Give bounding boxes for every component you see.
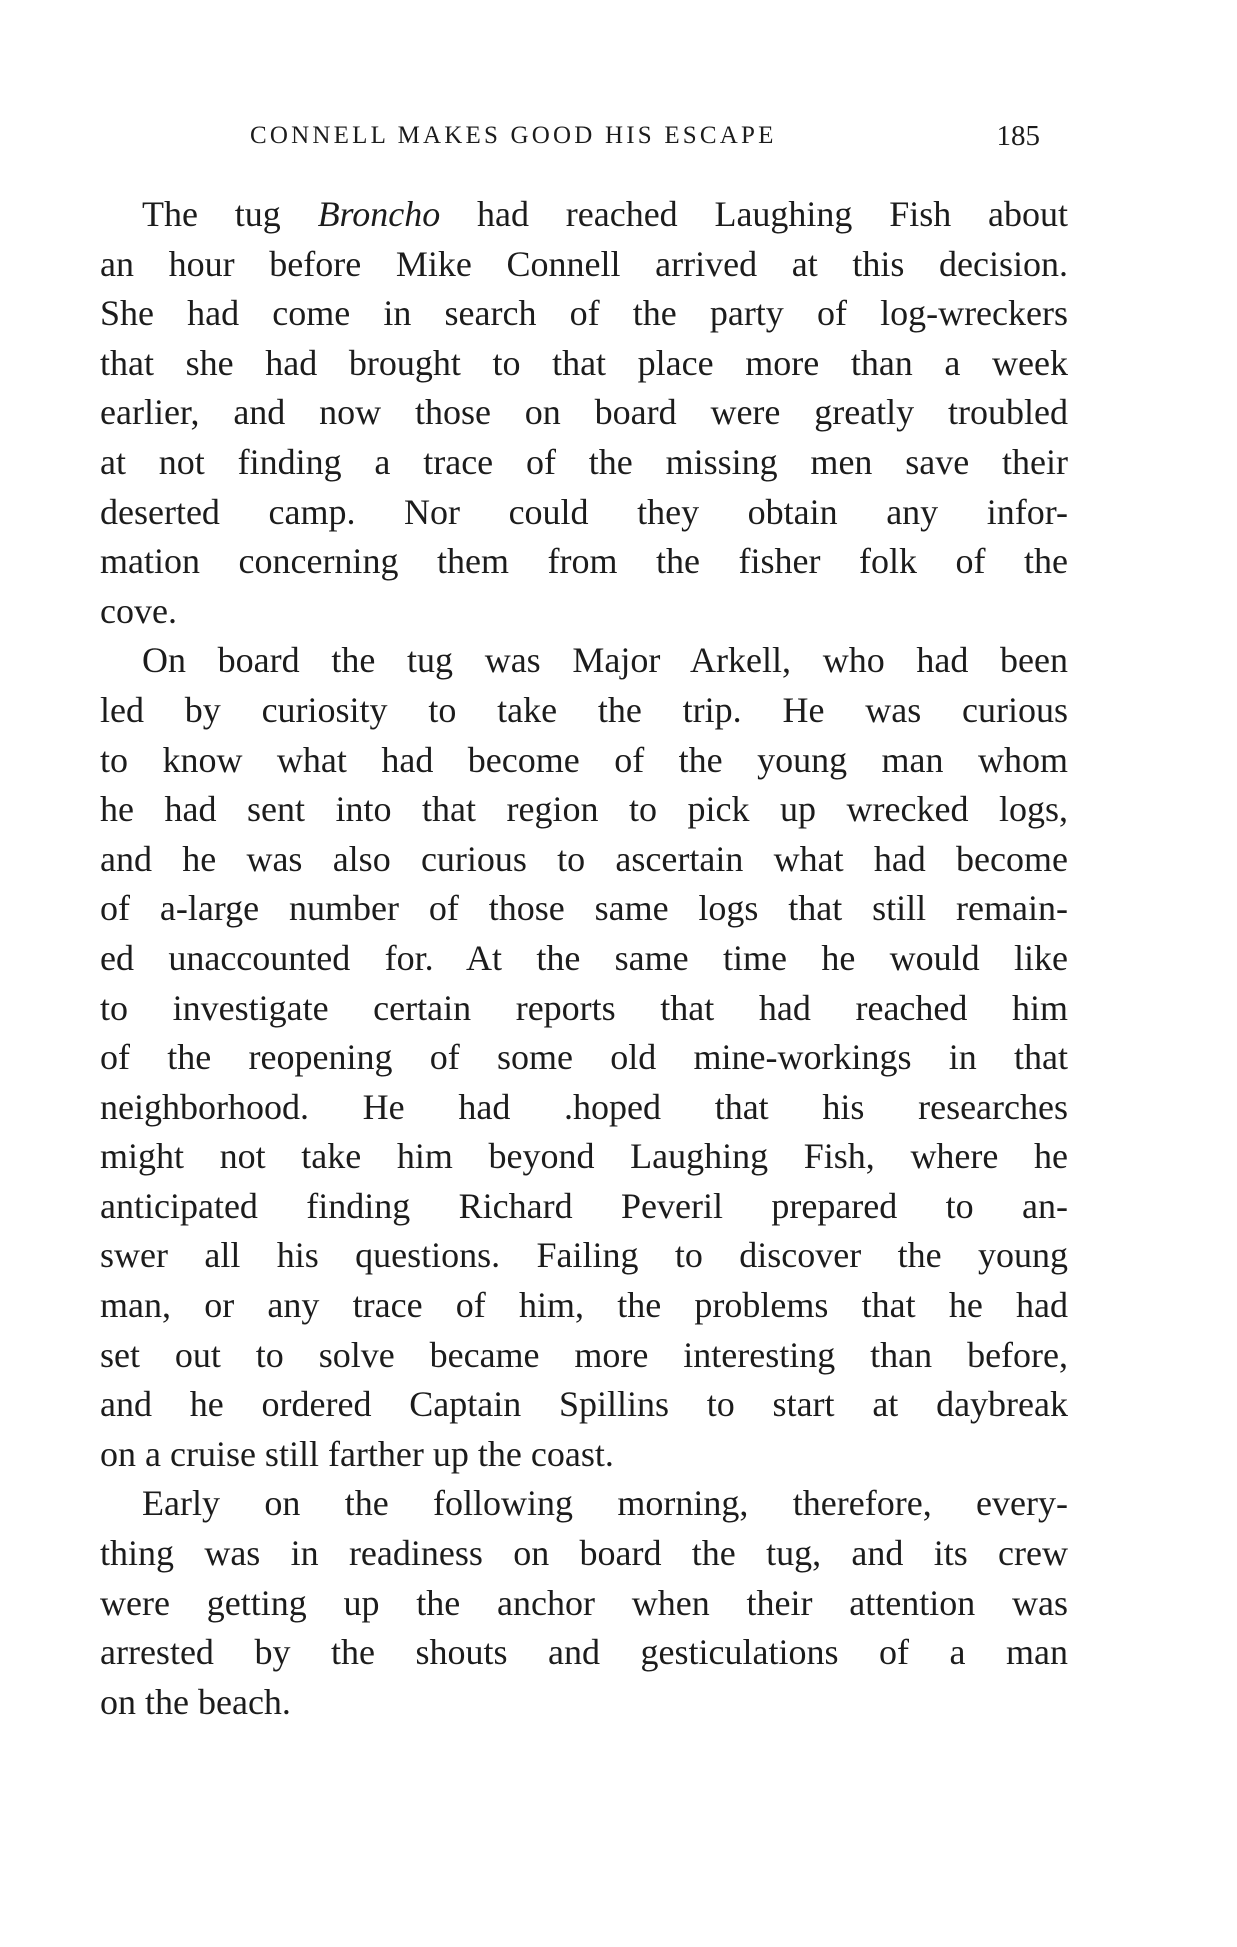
- running-head: [250, 116, 1040, 156]
- paragraph-3-line: were getting up the anchor when their attention was: [100, 1582, 1068, 1623]
- paragraph-1-line: mation concerning them from the fisher folk of the: [100, 541, 1068, 582]
- paragraph-3-line: on the beach.: [100, 1681, 291, 1722]
- body-text: [100, 190, 1068, 1727]
- paragraph-1-line: deserted camp. Nor could they obtain any infor-: [100, 491, 1068, 532]
- paragraph-2-line: ed unaccounted for. At the same time he would like: [100, 937, 1068, 978]
- paragraph-2-line: might not take him beyond Laughing Fish, where he: [100, 1136, 1068, 1177]
- paragraph-3-line: arrested by the shouts and gesticulations of a man: [100, 1632, 1068, 1673]
- running-title: CONNELL MAKES GOOD HIS ESCAPE: [250, 122, 777, 149]
- paragraph-1-line: that she had brought to that place more than a week: [100, 342, 1068, 383]
- paragraph-3-line: thing was in readiness on board the tug, and its crew: [100, 1533, 1068, 1574]
- paragraph-1-line: cove.: [100, 590, 177, 631]
- paragraph-3-line: Early on the following morning, therefore, every-: [142, 1483, 1068, 1524]
- paragraph-2-line: on a cruise still farther up the coast.: [100, 1433, 614, 1474]
- paragraph-2-line: On board the tug was Major Arkell, who had been: [142, 640, 1068, 681]
- paragraph-1-line: at not finding a trace of the missing men save their: [100, 441, 1068, 482]
- paragraph-2-line: set out to solve became more interesting than before,: [100, 1334, 1068, 1375]
- paragraph-2-line: neighborhood. He had .hoped that his researches: [100, 1086, 1068, 1127]
- ship-name: Broncho: [317, 194, 441, 234]
- paragraph-2-line: of the reopening of some old mine-workings in that: [100, 1037, 1068, 1078]
- paragraph-1-line: earlier, and now those on board were greatly troubled: [100, 392, 1068, 433]
- paragraph-1-line: She had come in search of the party of log-wreckers: [100, 293, 1068, 334]
- paragraph-2-line: and he was also curious to ascertain what had become: [100, 838, 1068, 879]
- paragraph-2-line: to investigate certain reports that had reached him: [100, 987, 1068, 1028]
- paragraph-2-line: he had sent into that region to pick up wrecked logs,: [100, 789, 1068, 830]
- paragraph-2-line: man, or any trace of him, the problems that he had: [100, 1285, 1068, 1326]
- text-run: The tug: [142, 194, 281, 234]
- paragraph-2-line: led by curiosity to take the trip. He was curious: [100, 689, 1068, 730]
- page-number: 185: [996, 120, 1040, 152]
- paragraph-2-line: anticipated finding Richard Peveril prepared to an-: [100, 1185, 1068, 1226]
- paragraph-2-line: swer all his questions. Failing to discover the young: [100, 1235, 1068, 1276]
- paragraph-2-line: of a-large number of those same logs that still remain-: [100, 888, 1068, 929]
- paragraph-2-line: and he ordered Captain Spillins to start at daybreak: [100, 1384, 1068, 1425]
- paragraph-1-line: an hour before Mike Connell arrived at this decision.: [100, 243, 1068, 284]
- text-run: had reached Laughing Fish about: [477, 194, 1069, 234]
- paragraph-2-line: to know what had become of the young man whom: [100, 739, 1068, 780]
- paragraph-1-line-1: [100, 190, 1068, 240]
